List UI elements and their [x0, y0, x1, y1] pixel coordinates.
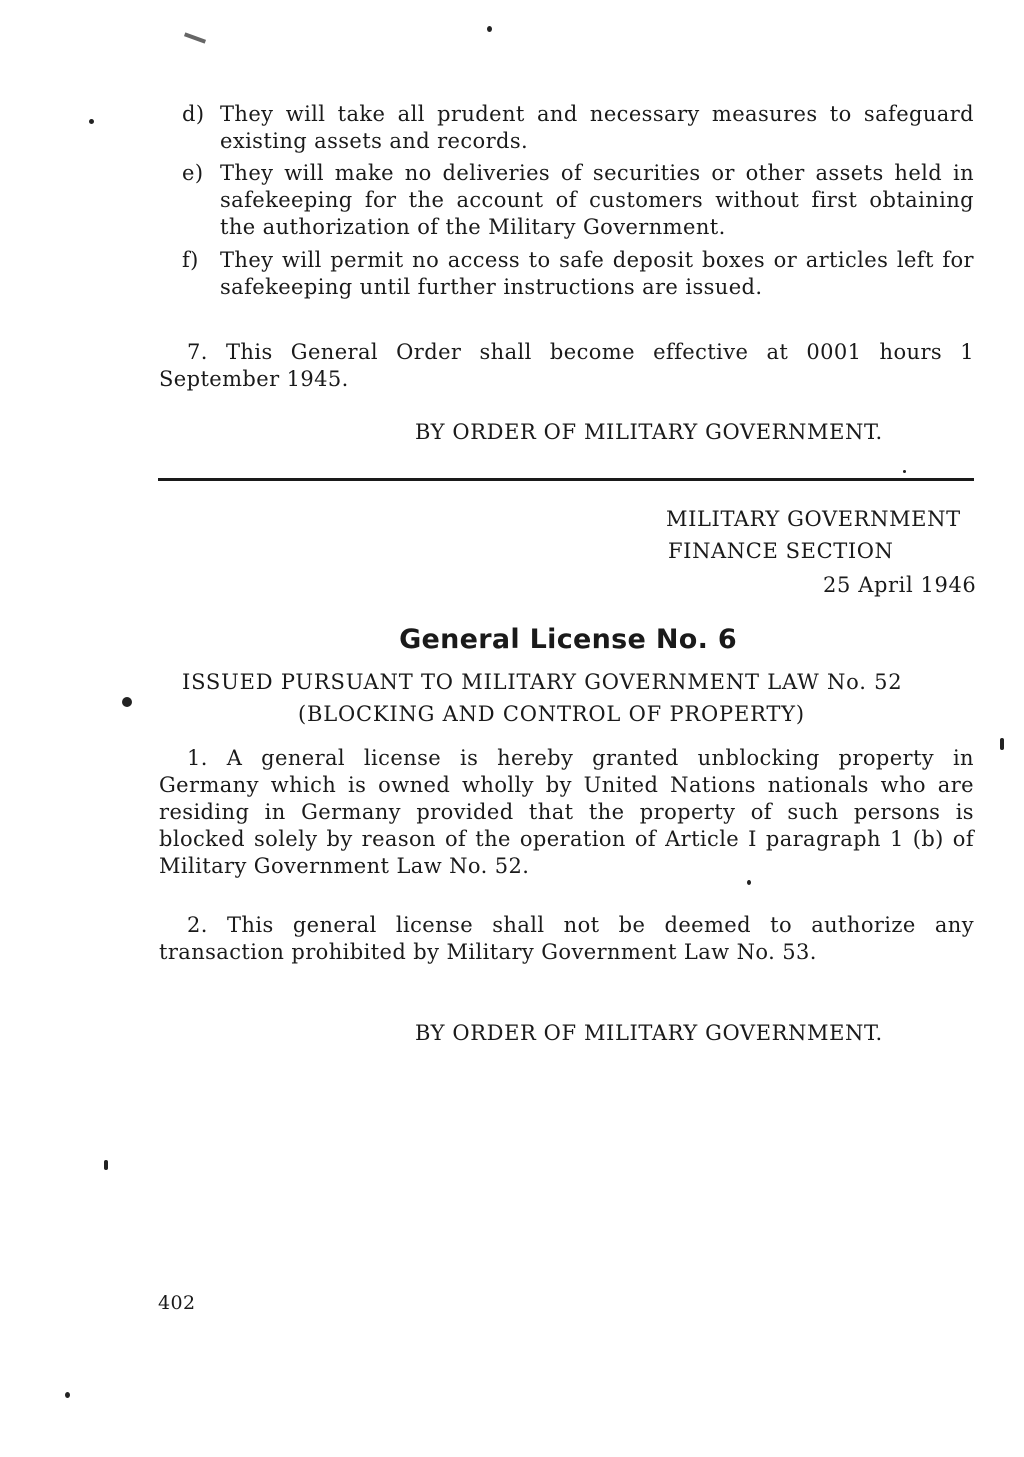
list-item-d	[182, 101, 974, 155]
list-item-text: They will permit no access to safe deposit boxes or articles left for safekeeping until further instructions are issued.	[220, 248, 974, 299]
paragraph-7: 7. This General Order shall become effective at 0001 hours 1 September 1945.	[159, 340, 974, 391]
list-item-label: f)	[182, 248, 199, 272]
scan-speck	[747, 880, 751, 885]
scan-speck	[104, 1160, 108, 1170]
scan-speck	[1000, 738, 1004, 750]
list-item-text: They will make no deliveries of securities or other assets held in safekeeping for the account of customers without first obtaining the authorization of the Military Government.	[220, 161, 974, 239]
list-item-text: They will take all prudent and necessary measures to safeguard existing assets and records.	[220, 102, 974, 153]
list-item-f	[182, 247, 974, 301]
section-divider	[158, 478, 974, 481]
list-item-label: d)	[182, 102, 205, 126]
license-paragraph-2: 2. This general license shall not be deemed to authorize any transaction prohibited by Military Government Law No. 53.	[159, 913, 974, 964]
page-number: 402	[158, 1292, 196, 1314]
scan-speck	[65, 1392, 70, 1398]
scan-speck	[903, 470, 906, 473]
header-line-2: FINANCE SECTION	[668, 539, 894, 563]
subtitle-line-2: (BLOCKING AND CONTROL OF PROPERTY)	[298, 702, 805, 726]
list-item-label: e)	[182, 161, 204, 185]
order-signature-1: BY ORDER OF MILITARY GOVERNMENT.	[415, 420, 883, 444]
scan-speck	[487, 26, 492, 32]
order-signature-2: BY ORDER OF MILITARY GOVERNMENT.	[415, 1021, 883, 1045]
header-date: 25 April 1946	[823, 573, 977, 597]
license-title: General License No. 6	[399, 624, 737, 655]
list-item-e	[182, 160, 974, 241]
scan-speck	[89, 119, 94, 124]
subtitle-line-1: ISSUED PURSUANT TO MILITARY GOVERNMENT LAW No. 52	[182, 670, 903, 694]
scan-speck	[122, 697, 132, 707]
header-line-1: MILITARY GOVERNMENT	[666, 507, 961, 531]
license-paragraph-1: 1. A general license is hereby granted unblocking property in Germany which is owned wholly by United Nations nationals who are residing in Germany provided that the property of such persons is blocked solely by reason of the operation of Article I paragraph 1 (b) of Military Government Law No. 52.	[159, 746, 974, 878]
scan-mark	[184, 32, 206, 43]
